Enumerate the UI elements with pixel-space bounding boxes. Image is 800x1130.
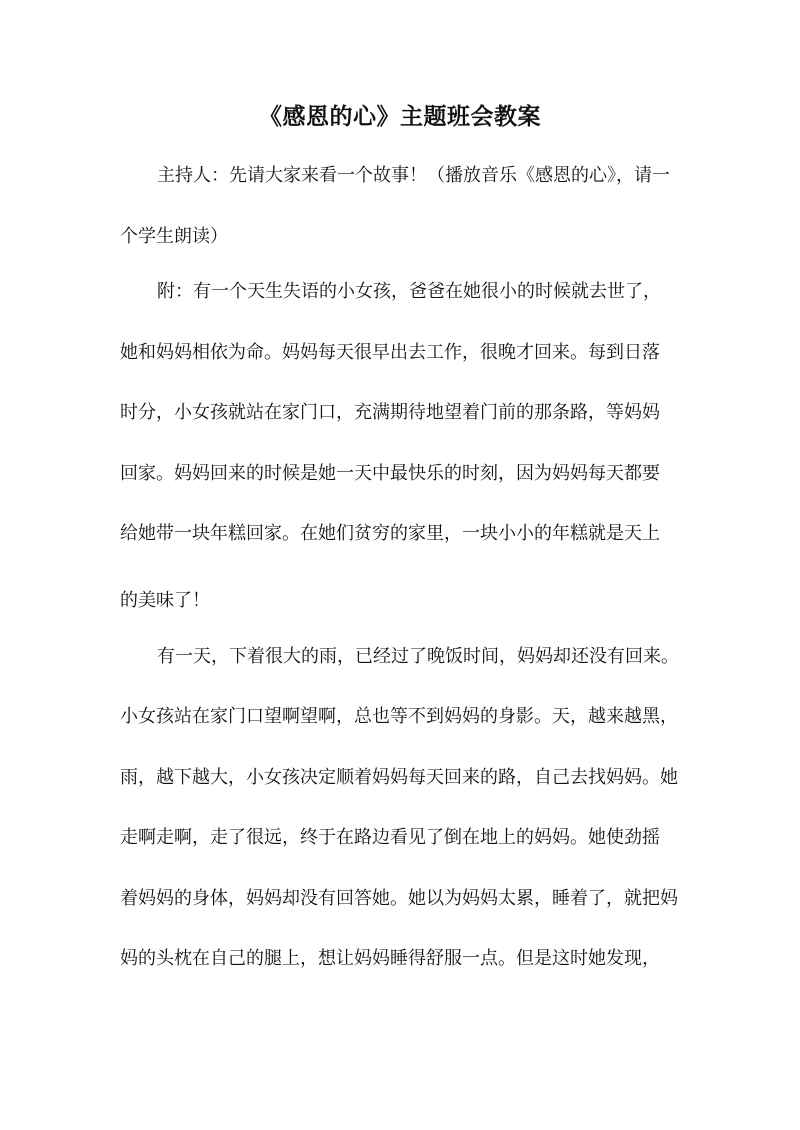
paragraph-line: 走啊走啊，走了很远，终于在路边看见了倒在地上的妈妈。她使劲摇 xyxy=(120,827,660,848)
paragraph-line: 她和妈妈相依为命。妈妈每天很早出去工作，很晚才回来。每到日落 xyxy=(120,342,660,363)
paragraph-line: 小女孩站在家门口望啊望啊，总也等不到妈妈的身影。天，越来越黑， xyxy=(120,706,678,727)
paragraph-line: 个学生朗读） xyxy=(120,226,228,247)
paragraph-line: 附：有一个天生失语的小女孩，爸爸在她很小的时候就去世了， xyxy=(157,281,661,302)
paragraph-line: 有一天，下着很大的雨，已经过了晚饭时间，妈妈却还没有回来。 xyxy=(157,646,679,667)
paragraph-line: 主持人：先请大家来看一个故事！（播放音乐《感恩的心》，请一 xyxy=(157,165,670,186)
paragraph-line: 妈的头枕在自己的腿上，想让妈妈睡得舒服一点。但是这时她发现， xyxy=(120,948,660,969)
paragraph-line: 给她带一块年糕回家。在她们贫穷的家里，一块小小的年糕就是天上 xyxy=(120,523,660,544)
paragraph-line: 雨，越下越大，小女孩决定顺着妈妈每天回来的路，自己去找妈妈。她 xyxy=(120,767,678,788)
paragraph-line: 回家。妈妈回来的时候是她一天中最快乐的时刻，因为妈妈每天都要 xyxy=(120,463,660,484)
paragraph-line: 着妈妈的身体，妈妈却没有回答她。她以为妈妈太累，睡着了，就把妈 xyxy=(120,888,678,909)
paragraph-line: 的美味了！ xyxy=(120,590,210,611)
document-title: 《感恩的心》主题班会教案 xyxy=(259,103,541,130)
paragraph-line: 时分，小女孩就站在家门口，充满期待地望着门前的那条路，等妈妈 xyxy=(120,402,660,423)
